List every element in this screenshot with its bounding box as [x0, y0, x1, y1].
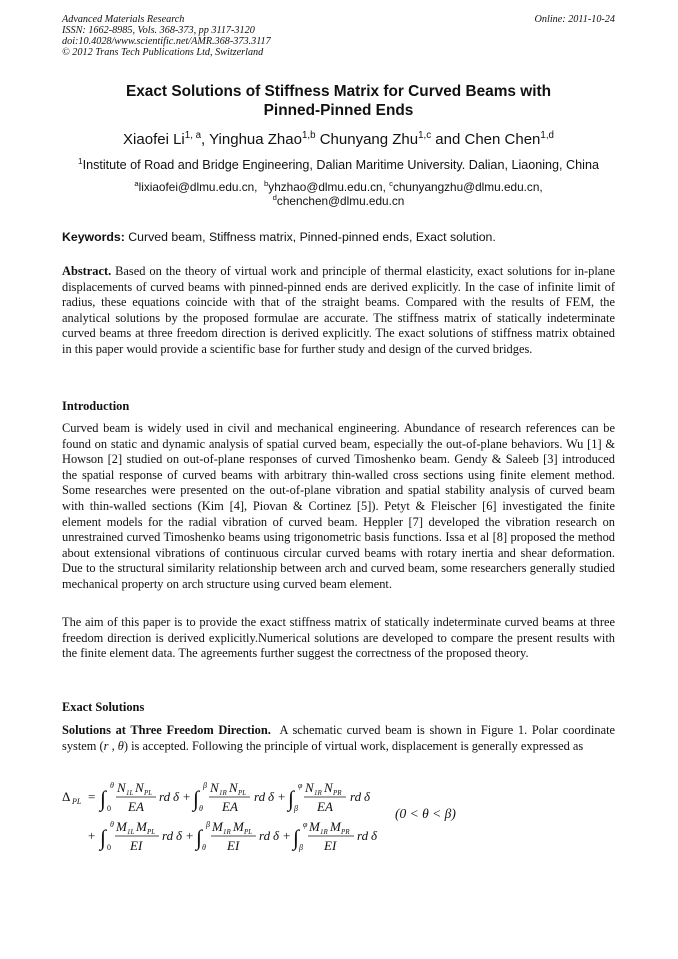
svg-text:β: β: [299, 843, 303, 852]
svg-text:PR: PR: [333, 789, 342, 797]
svg-text:N: N: [324, 780, 333, 795]
svg-text:rd: rd: [357, 828, 369, 843]
section-heading-introduction: Introduction: [62, 399, 130, 413]
svg-text:M: M: [116, 819, 127, 834]
svg-text:rd: rd: [350, 789, 362, 804]
svg-text:θ: θ: [202, 843, 206, 852]
online-date: Online: 2011-10-24: [534, 14, 615, 25]
svg-text:∫: ∫: [196, 825, 203, 850]
svg-text:θ: θ: [199, 804, 203, 813]
journal-doi: doi:10.4028/www.scientific.net/AMR.368-373.3117: [62, 36, 271, 47]
svg-text:+: +: [88, 828, 96, 843]
author-name: Chunyang Zhu: [319, 131, 419, 148]
svg-text:N: N: [229, 780, 238, 795]
author-name: Chen Chen: [464, 131, 541, 148]
svg-text:θ: θ: [110, 781, 114, 790]
affiliation-text: Institute of Road and Bridge Engineering, Dalian Maritime University. Dalian, Liaoning, China: [82, 158, 599, 172]
svg-text:PL: PL: [147, 828, 156, 836]
equation-condition: (0 < θ < β): [395, 806, 456, 821]
svg-text:EA: EA: [222, 799, 238, 814]
exact-solutions-paragraph: [62, 723, 615, 754]
svg-text:M: M: [330, 819, 341, 834]
coordinate-symbols: r , θ: [103, 738, 124, 753]
svg-text:PR: PR: [341, 828, 350, 836]
svg-text:EA: EA: [317, 799, 333, 814]
email-link[interactable]: chunyangzhu@dlmu.edu.cn,: [392, 180, 543, 194]
author-sup: 1, a: [184, 130, 202, 141]
svg-text:1R: 1R: [320, 828, 328, 836]
paragraph-text: ) is accepted. Following the principle of virtual work, displacement is generally expressed as: [123, 738, 584, 753]
svg-text:+: +: [183, 789, 191, 804]
svg-text:EI: EI: [130, 838, 143, 853]
svg-text:δ: δ: [176, 828, 183, 843]
svg-text:EI: EI: [227, 838, 240, 853]
introduction-paragraph-2: The aim of this paper is to provide the exact stiffness matrix of statically indeterminate curved beams at three freedom direction is derived explicitly.Numerical solutions are developed to compare the present results with the finite element data. The agreements further suggest the correctness of the proposed theory.: [62, 615, 615, 661]
email-sup: a: [134, 179, 139, 189]
svg-text:∫: ∫: [293, 825, 300, 850]
svg-text:∫: ∫: [288, 786, 295, 811]
title-line-2: Pinned-Pinned Ends: [263, 102, 414, 119]
paragraph-text: A schematic curved beam is shown in Figure 1. Polar coordinate system (: [62, 723, 616, 753]
svg-text:∫: ∫: [193, 786, 200, 811]
affiliation-sup: 1: [78, 156, 83, 166]
svg-text:∫: ∫: [100, 786, 107, 811]
title-line-1: Exact Solutions of Stiffness Matrix for Curved Beams with: [125, 83, 552, 100]
email-sup: c: [389, 179, 393, 189]
keywords: [62, 230, 615, 244]
abstract: [62, 264, 615, 358]
journal-issn: ISSN: 1662-8985, Vols. 368-373, pp 3117-3120: [62, 25, 255, 36]
svg-text:β: β: [206, 820, 210, 829]
svg-text:1R: 1R: [223, 828, 231, 836]
svg-text:EA: EA: [128, 799, 144, 814]
svg-text:rd: rd: [162, 828, 174, 843]
svg-text:δ: δ: [371, 828, 378, 843]
svg-text:0: 0: [107, 804, 111, 813]
svg-text:PL: PL: [72, 797, 82, 806]
abstract-label: Abstract.: [62, 264, 112, 278]
svg-text:+: +: [186, 828, 194, 843]
email-sup: d: [272, 193, 277, 203]
author-separator: and: [431, 131, 465, 148]
introduction-paragraph-1: Curved beam is widely used in civil and mechanical engineering. Abundance of research references can be found on static and dynamic analysis of spatial curved beam, especially the out-of-plane behaviors. Wu [1] & Howson [2] studied on out-of-plane responses of curved Timoshenko beam. Gendy & Saleeb [3] introduced the spatial response of curved beams with arbitrary thin-walled cross sections using finite element method. Some researches were presented on the out-of-plane vibration and spatial stability analysis of curved beam with thin-walled sections (Kim [4], Piovan & Cortinez [5]). Petyt & Fleischer [6] investigated the finite element models for the radial vibration of curved beam. Heppler [7] developed the vibration research on unrestrained curved Timoshenko beams using trigonometric basis functions. Issa et al [8] proposed the method about extensional vibrations of continuous circular curved beams with rotary inertia and shear deformation. Due to the structural similarity relationship between arch and curved beam, some researchers generally studied mechanical property on arch structure using curved beam element.: [62, 421, 615, 591]
svg-text:M: M: [309, 819, 320, 834]
author-name: Yinghua Zhao: [209, 131, 302, 148]
svg-text:β: β: [294, 804, 298, 813]
svg-text:1L: 1L: [126, 789, 134, 797]
svg-text:rd: rd: [254, 789, 266, 804]
email-link[interactable]: chenchen@dlmu.edu.cn: [276, 194, 405, 208]
author-sup: 1,b: [301, 130, 316, 141]
author-separator: ,: [201, 131, 210, 148]
svg-text:PL: PL: [238, 789, 247, 797]
svg-text:M: M: [136, 819, 147, 834]
svg-text:θ: θ: [110, 820, 114, 829]
svg-text:Δ: Δ: [62, 789, 71, 804]
author-sup: 1,d: [540, 130, 554, 141]
author-sup: 1,c: [418, 130, 432, 141]
journal-name: Advanced Materials Research: [62, 14, 185, 25]
keywords-text: Curved beam, Stiffness matrix, Pinned-pinned ends, Exact solution.: [128, 230, 496, 244]
email-sup: b: [264, 179, 269, 189]
svg-text:rd: rd: [259, 828, 271, 843]
author-list: [62, 131, 615, 148]
abstract-text: Based on the theory of virtual work and principle of thermal elasticity, exact solutions for in-plane displacements of curved beams with pinned-pinned ends are derived explicitly. In the case of infinite limit of radius, these equations coincide with that of the straight beams. Compared with the results of FEM, the analytical solutions by the proposed formulae are accurate. The stiffness matrix of statically indeterminate curved beams at three freedom direction is derived explicitly. The exact solutions of stiffness matrix obtained in this paper would provide a scientific base for further study and design of the curved bridges.: [62, 264, 615, 356]
svg-text:M: M: [212, 819, 223, 834]
svg-text:δ: δ: [173, 789, 180, 804]
svg-text:δ: δ: [273, 828, 280, 843]
svg-text:1L: 1L: [127, 828, 135, 836]
svg-text:N: N: [135, 780, 144, 795]
svg-text:EI: EI: [324, 838, 337, 853]
journal-copyright: © 2012 Trans Tech Publications Ltd, Switzerland: [62, 47, 264, 58]
paper-title: [62, 82, 615, 120]
subsection-heading: Solutions at Three Freedom Direction.: [62, 723, 271, 737]
svg-text:δ: δ: [268, 789, 275, 804]
svg-text:=: =: [88, 789, 96, 804]
displacement-equation: [62, 770, 615, 860]
svg-text:φ: φ: [298, 781, 303, 790]
email-list: [62, 180, 615, 208]
email-link[interactable]: yhzhao@dlmu.edu.cn,: [268, 180, 386, 194]
affiliation: [62, 158, 615, 172]
svg-text:δ: δ: [364, 789, 371, 804]
svg-text:1R: 1R: [219, 789, 227, 797]
svg-text:+: +: [278, 789, 286, 804]
svg-text:φ: φ: [303, 820, 308, 829]
svg-text:β: β: [203, 781, 207, 790]
svg-text:0: 0: [107, 843, 111, 852]
svg-text:1R: 1R: [314, 789, 322, 797]
svg-text:N: N: [210, 780, 219, 795]
svg-text:PL: PL: [244, 828, 253, 836]
svg-text:M: M: [233, 819, 244, 834]
svg-text:∫: ∫: [100, 825, 107, 850]
keywords-label: Keywords:: [62, 230, 125, 244]
svg-text:N: N: [117, 780, 126, 795]
svg-text:+: +: [283, 828, 291, 843]
journal-header: [62, 14, 615, 58]
author-name: Xiaofei Li: [123, 131, 185, 148]
svg-text:N: N: [305, 780, 314, 795]
svg-text:rd: rd: [159, 789, 171, 804]
svg-text:PL: PL: [144, 789, 153, 797]
section-heading-exact-solutions: Exact Solutions: [62, 700, 145, 714]
email-link[interactable]: lixiaofei@dlmu.edu.cn,: [138, 180, 258, 194]
